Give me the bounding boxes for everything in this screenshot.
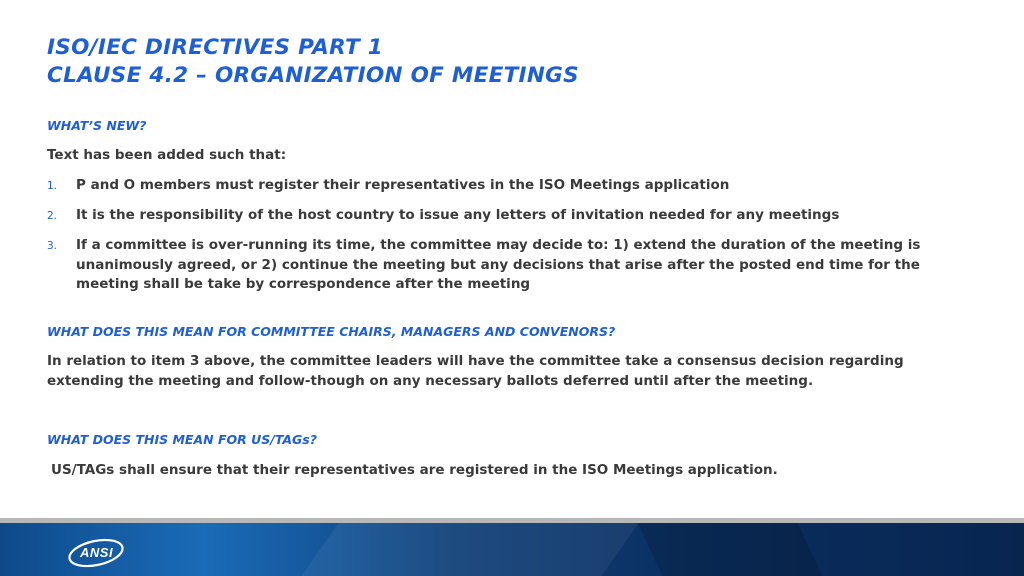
list-item <box>47 176 947 196</box>
list-text: P and O members must register their representatives in the ISO Meetings application <box>76 177 730 193</box>
chairs-heading: WHAT DOES THIS MEAN FOR COMMITTEE CHAIRS, MANAGERS AND CONVENORS? <box>47 324 616 339</box>
logo-text: ANSI <box>80 545 114 560</box>
footer-band <box>0 518 1024 576</box>
list-text: It is the responsibility of the host country to issue any letters of invitation needed for any meetings <box>76 207 840 223</box>
ustags-heading: WHAT DOES THIS MEAN FOR US/TAGs? <box>47 432 318 447</box>
list-number: 3. <box>47 240 58 252</box>
title-line-1: ISO/IEC DIRECTIVES PART 1 <box>47 35 384 60</box>
footer-decoration <box>301 523 638 576</box>
whats-new-intro: Text has been added such that: <box>47 147 287 163</box>
footer-decoration <box>638 523 823 576</box>
whats-new-heading: WHAT’S NEW? <box>47 118 147 133</box>
list-text: If a committee is over-running its time, the committee may decide to: 1) extend the duration of the meeting is unanimously agreed, or 2) continue the meeting but any decisions that arise after the posted end time for the meeting shall be take by correspondence after the meeting <box>76 237 921 292</box>
list-item <box>47 206 947 226</box>
ustags-text: US/TAGs shall ensure that their representatives are registered in the ISO Meetings application. <box>51 462 778 478</box>
list-item <box>47 236 947 295</box>
list-number: 1. <box>47 180 58 192</box>
whats-new-list <box>47 176 947 305</box>
list-number: 2. <box>47 210 58 222</box>
title-line-2: CLAUSE 4.2 – ORGANIZATION OF MEETINGS <box>47 63 579 88</box>
chairs-text: In relation to item 3 above, the committee leaders will have the committee take a consensus decision regarding extending the meeting and follow-though on any necessary ballots deferred until after the meeting. <box>47 353 904 389</box>
page-title <box>47 34 579 90</box>
